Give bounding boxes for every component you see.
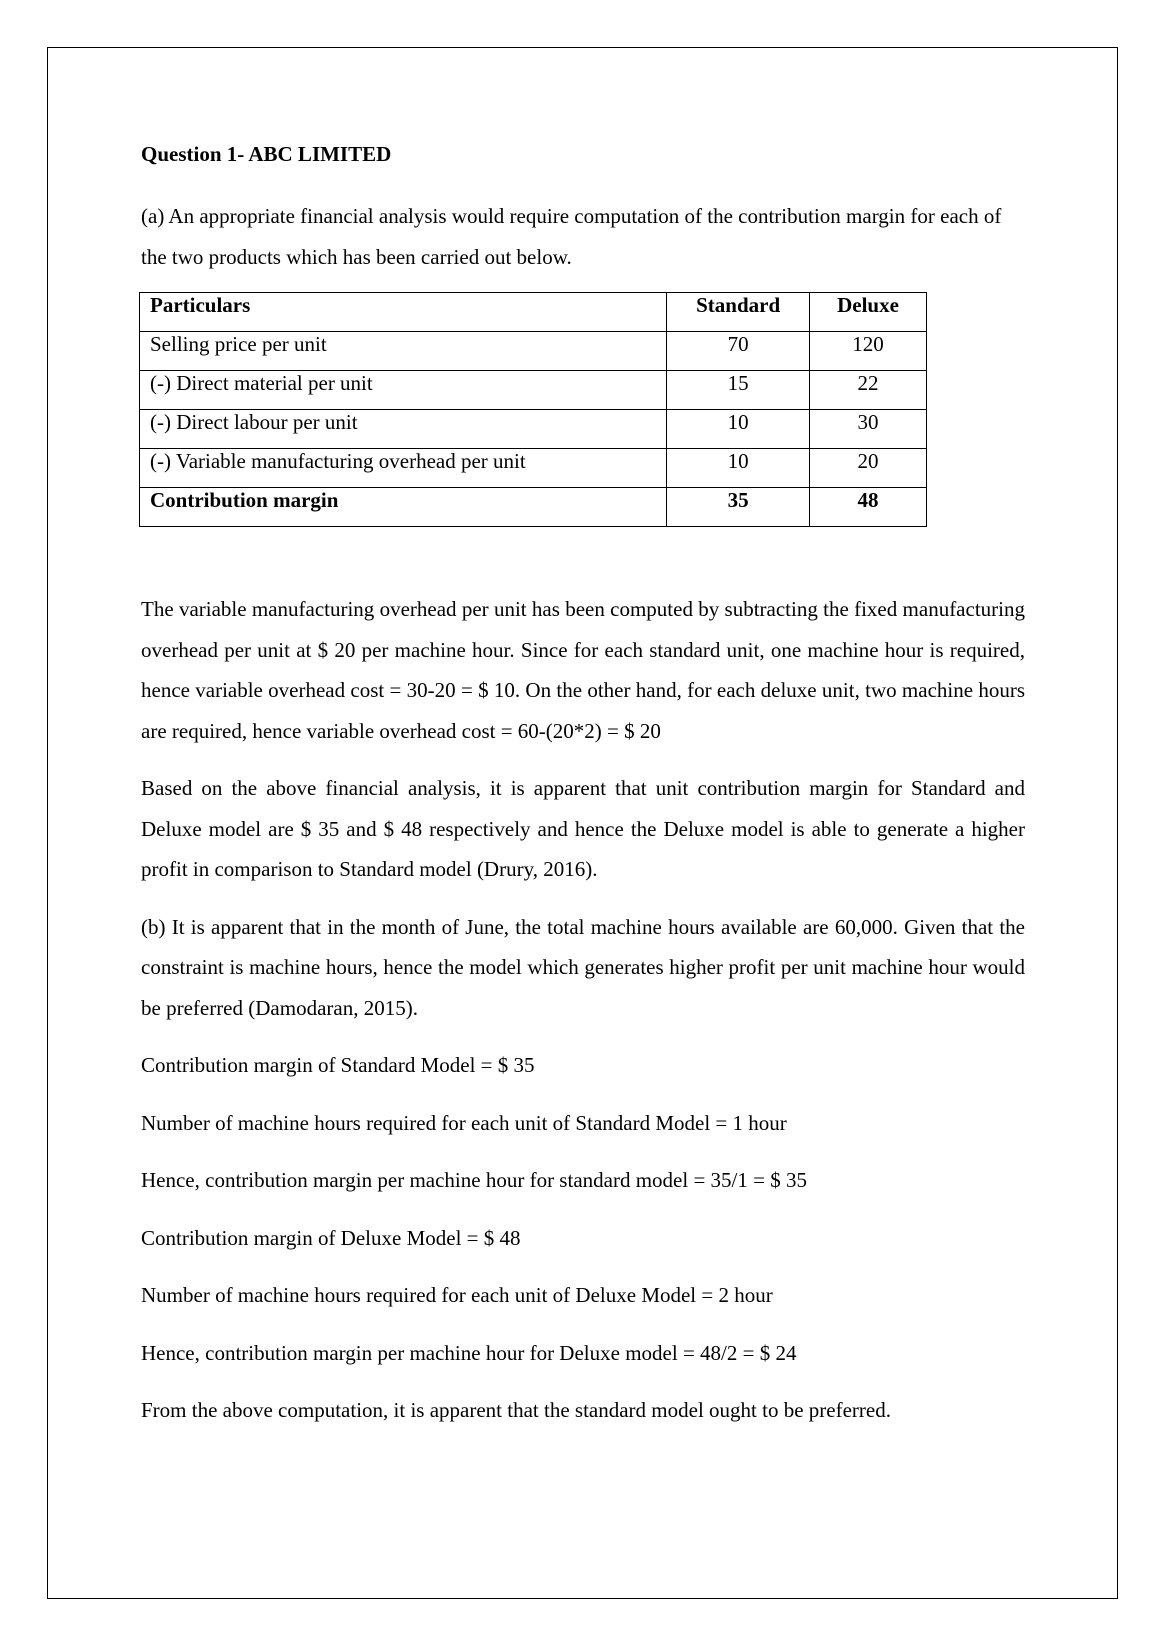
row-deluxe-value: 20 <box>810 449 927 488</box>
question-heading: Question 1- ABC LIMITED <box>141 142 392 166</box>
row-standard-value: 70 <box>667 332 810 371</box>
row-standard-value: 15 <box>667 371 810 410</box>
contribution-margin-table <box>139 292 927 527</box>
table-header-row <box>140 293 927 332</box>
row-label: (-) Direct labour per unit <box>140 410 667 449</box>
table-row <box>140 332 927 371</box>
total-deluxe-value: 48 <box>810 488 927 527</box>
row-deluxe-value: 120 <box>810 332 927 371</box>
table-row <box>140 410 927 449</box>
overhead-explanation-paragraph: The variable manufacturing overhead per unit has been computed by subtracting the fixed manufacturing overhead per unit at $ 20 per machine hour. Since for each standard unit, one machine hour is required, hence variable overhead cost = 30-20 = $ 10. On the other hand, for each deluxe unit, two machine hours are required, hence variable overhead cost = 60-(20*2) = $ 20 <box>141 597 1025 743</box>
analysis-paragraph: Based on the above financial analysis, it is apparent that unit contribution margin for Standard and Deluxe model are $ 35 and $ 48 respectively and hence the Deluxe model is able to generate a higher profit in comparison to Standard model (Drury, 2016). <box>141 776 1025 881</box>
cm-standard-line: Contribution margin of Standard Model = $ 35 <box>141 1053 535 1077</box>
intro-paragraph: (a) An appropriate financial analysis would require computation of the contribution margin for each of the two products which has been carried out below. <box>141 204 1002 269</box>
row-standard-value: 10 <box>667 410 810 449</box>
row-label: Selling price per unit <box>140 332 667 371</box>
table-row <box>140 449 927 488</box>
row-label: (-) Direct material per unit <box>140 371 667 410</box>
header-particulars: Particulars <box>140 293 667 332</box>
document-body <box>141 138 1025 1431</box>
cm-deluxe-line: Contribution margin of Deluxe Model = $ 48 <box>141 1225 521 1250</box>
conclusion-line: From the above computation, it is apparent that the standard model ought to be preferred. <box>141 1398 891 1422</box>
hours-deluxe-line: Number of machine hours required for each unit of Deluxe Model = 2 hour <box>141 1283 773 1307</box>
table-total-row <box>140 488 927 527</box>
table-row <box>140 371 927 410</box>
part-b-paragraph: (b) It is apparent that in the month of June, the total machine hours available are 60,000. Given that the constraint is machine hours, hence the model which generates higher profit per unit machine hour would be preferred (Damodaran, 2015). <box>141 914 1025 1020</box>
hours-standard-line: Number of machine hours required for each unit of Standard Model = 1 hour <box>141 1110 787 1135</box>
row-standard-value: 10 <box>667 449 810 488</box>
header-deluxe: Deluxe <box>810 293 927 332</box>
row-deluxe-value: 30 <box>810 410 927 449</box>
row-label: (-) Variable manufacturing overhead per unit <box>140 449 667 488</box>
total-label: Contribution margin <box>140 488 667 527</box>
row-deluxe-value: 22 <box>810 371 927 410</box>
cm-per-hour-deluxe-line: Hence, contribution margin per machine hour for Deluxe model = 48/2 = $ 24 <box>141 1340 797 1365</box>
total-standard-value: 35 <box>667 488 810 527</box>
header-standard: Standard <box>667 293 810 332</box>
cm-per-hour-standard-line: Hence, contribution margin per machine hour for standard model = 35/1 = $ 35 <box>141 1168 807 1192</box>
